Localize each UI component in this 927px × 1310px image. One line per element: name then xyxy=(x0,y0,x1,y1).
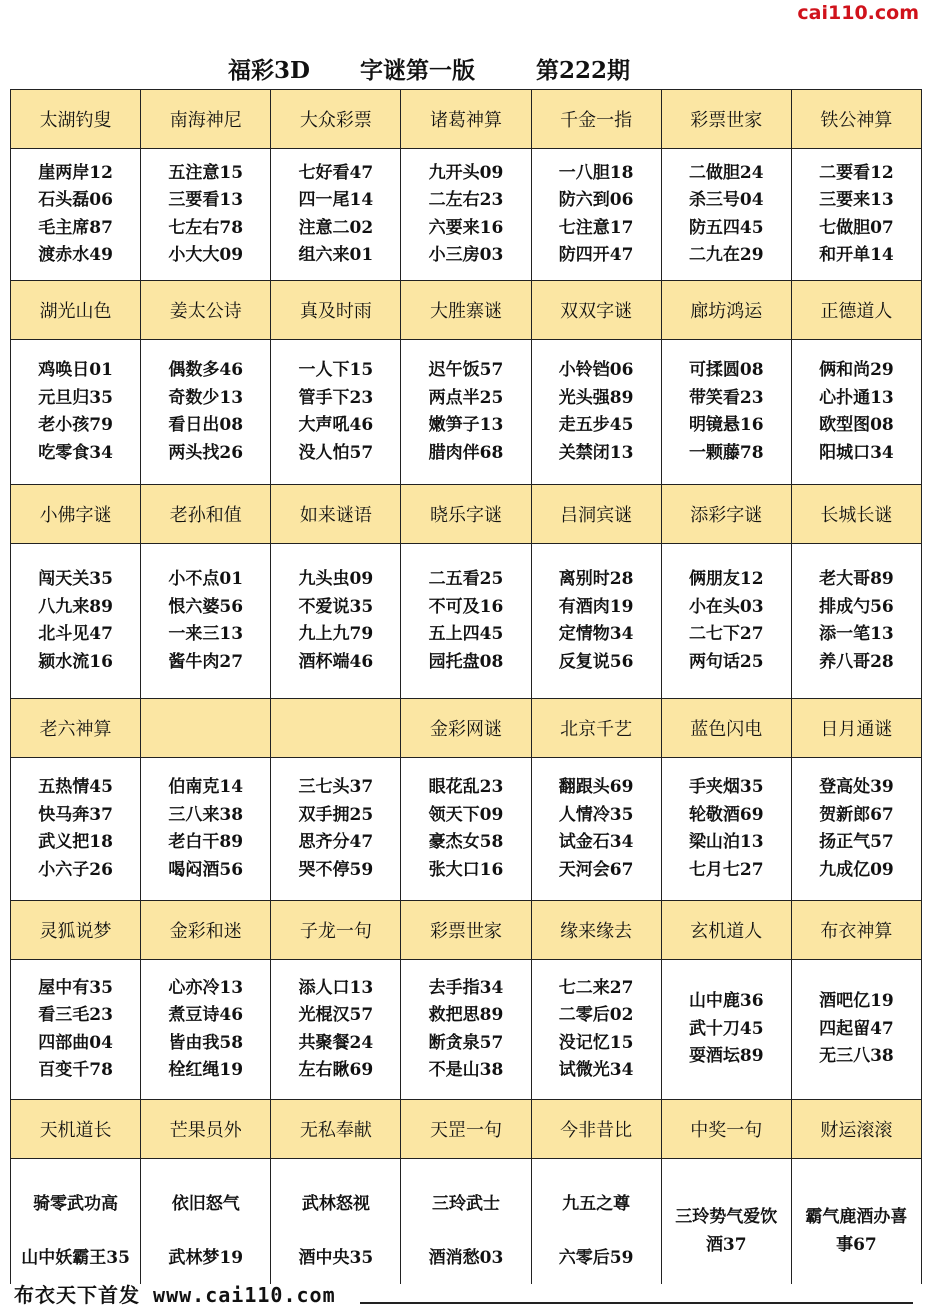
riddle-line: 一来三13 xyxy=(168,624,244,644)
riddle-line: 领天下09 xyxy=(428,804,504,825)
riddle-row xyxy=(11,340,922,485)
riddle-line: 一八胆18 xyxy=(558,162,634,183)
riddle-line: 三要看13 xyxy=(168,190,244,210)
riddle-line: 张大口16 xyxy=(428,859,504,880)
author-header: 姜太公诗 xyxy=(141,281,271,340)
header-row xyxy=(11,699,922,758)
riddle-cell xyxy=(661,149,791,281)
riddle-line: 山中妖霸王35 xyxy=(21,1247,130,1268)
riddle-line: 屋中有35 xyxy=(38,977,113,998)
riddle-line: 光棍汉57 xyxy=(298,1005,374,1025)
riddle-cell xyxy=(141,149,271,281)
riddle-line: 养八哥28 xyxy=(819,651,894,672)
author-header: 缘来缘去 xyxy=(531,901,661,960)
riddle-line: 伯南克14 xyxy=(168,777,244,797)
author-header: 老六神算 xyxy=(11,699,141,758)
riddle-line: 武十刀45 xyxy=(688,1018,764,1039)
riddle-line: 左右瞅69 xyxy=(298,1060,374,1080)
riddle-line: 关禁闭13 xyxy=(558,442,634,463)
riddle-line: 霸气鹿酒办喜 xyxy=(805,1206,908,1227)
author-header xyxy=(271,699,401,758)
riddle-line: 武林梦19 xyxy=(168,1247,244,1268)
header-row xyxy=(11,281,922,340)
riddle-cell xyxy=(791,1159,921,1303)
author-header: 如来谜语 xyxy=(271,485,401,544)
riddle-cell xyxy=(791,758,921,901)
author-header: 今非昔比 xyxy=(531,1100,661,1159)
riddle-line: 依旧怒气 xyxy=(171,1193,240,1214)
header-row xyxy=(11,485,922,544)
riddle-cell xyxy=(661,340,791,485)
riddle-line: 九成亿09 xyxy=(819,859,894,880)
riddle-cell xyxy=(791,340,921,485)
author-header: 大胜寨谜 xyxy=(401,281,531,340)
riddle-line: 九头虫09 xyxy=(298,569,374,589)
riddle-line: 有酒肉19 xyxy=(558,596,634,617)
riddle-cell xyxy=(11,340,141,485)
riddle-line: 园托盘08 xyxy=(428,651,504,672)
riddle-cell xyxy=(401,340,531,485)
line-gap xyxy=(141,1218,270,1244)
author-header: 南海神尼 xyxy=(141,90,271,149)
author-header: 真及时雨 xyxy=(271,281,401,340)
riddle-line: 四部曲04 xyxy=(38,1032,113,1053)
riddle-cell xyxy=(11,544,141,699)
author-header: 添彩字谜 xyxy=(661,485,791,544)
header-row xyxy=(11,1100,922,1159)
riddle-cell xyxy=(661,758,791,901)
riddle-line: 崖两岸12 xyxy=(38,162,113,183)
riddle-line: 嫩笋子13 xyxy=(428,415,504,435)
riddle-cell xyxy=(401,960,531,1100)
author-header: 灵狐说梦 xyxy=(11,901,141,960)
riddle-line: 不爱说35 xyxy=(298,596,374,617)
riddle-line: 二九在29 xyxy=(688,245,764,265)
riddle-row xyxy=(11,960,922,1100)
riddle-line: 定情物34 xyxy=(558,624,634,644)
riddle-line: 不可及16 xyxy=(428,596,504,617)
riddle-line: 恨六婆56 xyxy=(168,596,244,617)
riddle-line: 七二来27 xyxy=(558,977,634,998)
riddle-line: 老白干89 xyxy=(168,832,244,852)
riddle-line: 鸡唤日01 xyxy=(38,360,113,380)
riddle-line: 无三八38 xyxy=(819,1046,894,1067)
page-title xyxy=(0,52,927,86)
riddle-line: 三七头37 xyxy=(298,777,374,797)
riddle-line: 排成勺56 xyxy=(819,596,894,617)
riddle-line: 五注意15 xyxy=(168,162,244,183)
header-row xyxy=(11,90,922,149)
riddle-line: 五上四45 xyxy=(428,624,504,644)
author-header: 金彩网谜 xyxy=(401,699,531,758)
author-header: 日月通谜 xyxy=(791,699,921,758)
riddle-line: 小三房03 xyxy=(428,245,504,265)
riddle-line: 哭不停59 xyxy=(298,859,374,880)
riddle-line: 思齐分47 xyxy=(298,832,374,852)
header-row xyxy=(11,901,922,960)
riddle-line: 小六子26 xyxy=(38,859,113,880)
riddle-table xyxy=(10,89,922,1303)
riddle-line: 明镜悬16 xyxy=(688,415,764,435)
riddle-line: 武林怒视 xyxy=(301,1193,370,1214)
riddle-line: 三玲武士 xyxy=(431,1193,500,1214)
riddle-line: 二要看12 xyxy=(819,162,894,183)
riddle-line: 一人下15 xyxy=(298,360,374,380)
riddle-line: 心扑通13 xyxy=(819,387,894,408)
riddle-line: 看日出08 xyxy=(168,415,244,435)
riddle-line: 轮敬酒69 xyxy=(688,804,764,825)
author-header: 千金一指 xyxy=(531,90,661,149)
author-header: 彩票世家 xyxy=(401,901,531,960)
riddle-line: 眼花乱23 xyxy=(428,777,504,797)
riddle-cell xyxy=(401,1159,531,1303)
author-header xyxy=(141,699,271,758)
riddle-line: 防六到06 xyxy=(558,190,634,210)
riddle-cell xyxy=(531,149,661,281)
riddle-cell xyxy=(791,960,921,1100)
author-header: 彩票世家 xyxy=(661,90,791,149)
riddle-line: 登高处39 xyxy=(819,777,894,797)
riddle-line: 离别时28 xyxy=(558,569,634,589)
riddle-row xyxy=(11,149,922,281)
author-header: 财运滚滚 xyxy=(791,1100,921,1159)
riddle-line: 老大哥89 xyxy=(819,569,894,589)
riddle-line: 防四开47 xyxy=(558,245,634,265)
riddle-line: 五热情45 xyxy=(38,777,113,797)
riddle-line: 阳城口34 xyxy=(819,442,894,463)
riddle-line: 快马奔37 xyxy=(38,804,113,825)
author-header: 老孙和值 xyxy=(141,485,271,544)
riddle-line: 七注意17 xyxy=(558,217,634,238)
riddle-line: 二零后02 xyxy=(558,1005,634,1025)
author-header: 天机道长 xyxy=(11,1100,141,1159)
riddle-line: 元旦归35 xyxy=(38,387,113,408)
riddle-line: 豪杰女58 xyxy=(428,832,504,852)
riddle-line: 皆由我58 xyxy=(168,1032,244,1053)
riddle-line: 耍酒坛89 xyxy=(688,1046,764,1067)
riddle-line: 去手指34 xyxy=(428,977,504,998)
riddle-cell xyxy=(141,544,271,699)
riddle-cell xyxy=(661,1159,791,1303)
riddle-line: 看三毛23 xyxy=(38,1005,113,1025)
riddle-line: 组六来01 xyxy=(298,245,374,265)
riddle-line: 二做胆24 xyxy=(688,162,764,183)
riddle-cell xyxy=(141,340,271,485)
site-watermark: cai110.com xyxy=(797,2,919,24)
riddle-cell xyxy=(531,758,661,901)
author-header: 大众彩票 xyxy=(271,90,401,149)
author-header: 小佛字谜 xyxy=(11,485,141,544)
author-header: 芒果员外 xyxy=(141,1100,271,1159)
riddle-line: 七月七27 xyxy=(688,859,764,880)
riddle-line: 二左右23 xyxy=(428,190,504,210)
riddle-line: 和开单14 xyxy=(819,245,894,265)
riddle-cell xyxy=(11,149,141,281)
riddle-line: 吃零食34 xyxy=(38,442,113,463)
footer-rule xyxy=(360,1302,913,1304)
author-header: 金彩和迷 xyxy=(141,901,271,960)
riddle-line: 没记忆15 xyxy=(558,1032,634,1053)
author-header: 诸葛神算 xyxy=(401,90,531,149)
riddle-line: 迟午饭57 xyxy=(428,360,504,380)
riddle-line: 奇数少13 xyxy=(168,387,244,408)
riddle-line: 救把思89 xyxy=(428,1005,504,1025)
riddle-line: 酒杯端46 xyxy=(298,651,374,672)
riddle-line: 俩和尚29 xyxy=(819,360,894,380)
riddle-line: 酒消愁03 xyxy=(428,1247,504,1268)
riddle-line: 三玲势气爱饮 xyxy=(675,1206,778,1227)
riddle-cell xyxy=(11,960,141,1100)
footer xyxy=(0,1284,927,1310)
riddle-cell xyxy=(531,544,661,699)
riddle-cell xyxy=(661,960,791,1100)
riddle-line: 喝闷酒56 xyxy=(168,859,244,880)
riddle-line: 三要来13 xyxy=(819,190,894,210)
footer-text: 布衣天下首发 www.cai110.com xyxy=(14,1283,336,1307)
riddle-line: 可揉圆08 xyxy=(688,360,764,380)
riddle-line: 九上九79 xyxy=(298,624,374,644)
author-header: 玄机道人 xyxy=(661,901,791,960)
riddle-line: 不是山38 xyxy=(428,1060,504,1080)
riddle-cell xyxy=(11,758,141,901)
riddle-row xyxy=(11,544,922,699)
riddle-cell xyxy=(661,544,791,699)
riddle-line: 两点半25 xyxy=(428,387,504,408)
riddle-line: 六零后59 xyxy=(558,1247,634,1268)
title-edition: 字谜第一版 xyxy=(360,57,475,84)
riddle-line: 俩朋友12 xyxy=(688,569,764,589)
riddle-line: 偶数多46 xyxy=(168,360,244,380)
riddle-cell xyxy=(531,1159,661,1303)
riddle-line: 酒中央35 xyxy=(298,1247,374,1268)
riddle-line: 试金石34 xyxy=(558,832,634,852)
line-gap xyxy=(401,1218,530,1244)
author-header: 廊坊鸿运 xyxy=(661,281,791,340)
riddle-line: 手夹烟35 xyxy=(688,777,764,797)
riddle-line: 心亦冷13 xyxy=(168,977,244,998)
riddle-cell xyxy=(401,544,531,699)
author-header: 无私奉献 xyxy=(271,1100,401,1159)
author-header: 子龙一句 xyxy=(271,901,401,960)
riddle-line: 腊肉伴68 xyxy=(428,442,504,463)
riddle-line: 两句话25 xyxy=(688,651,764,672)
riddle-line: 四一尾14 xyxy=(298,190,374,210)
author-header: 天罡一句 xyxy=(401,1100,531,1159)
riddle-line: 欧型图08 xyxy=(819,415,894,435)
author-header: 铁公神算 xyxy=(791,90,921,149)
riddle-line: 七左右78 xyxy=(168,217,244,238)
riddle-line: 小在头03 xyxy=(688,596,764,617)
riddle-line: 走五步45 xyxy=(558,415,634,435)
riddle-line: 一颗藤78 xyxy=(688,442,764,463)
riddle-line: 小不点01 xyxy=(168,569,244,589)
riddle-line: 断贪泉57 xyxy=(428,1032,504,1053)
riddle-line: 大声吼46 xyxy=(298,415,374,435)
riddle-line: 二七下27 xyxy=(688,624,764,644)
line-gap xyxy=(271,1218,400,1244)
riddle-line: 扬正气57 xyxy=(819,832,894,852)
author-header: 布衣神算 xyxy=(791,901,921,960)
riddle-line: 七做胆07 xyxy=(819,217,894,238)
riddle-cell xyxy=(401,149,531,281)
riddle-line: 渡赤水49 xyxy=(38,245,113,265)
author-header: 正德道人 xyxy=(791,281,921,340)
riddle-line: 百变千78 xyxy=(38,1060,113,1080)
riddle-line: 颍水流16 xyxy=(38,651,113,672)
riddle-line: 带笑看23 xyxy=(688,387,764,408)
riddle-cell xyxy=(531,340,661,485)
author-header: 蓝色闪电 xyxy=(661,699,791,758)
riddle-line: 管手下23 xyxy=(298,387,374,408)
riddle-line: 煮豆诗46 xyxy=(168,1005,244,1025)
riddle-line: 添一笔13 xyxy=(819,624,894,644)
riddle-line: 小铃铛06 xyxy=(558,360,634,380)
riddle-line: 事67 xyxy=(836,1234,877,1255)
line-gap xyxy=(11,1218,140,1244)
riddle-cell xyxy=(271,340,401,485)
riddle-cell xyxy=(141,758,271,901)
riddle-line: 翻跟头69 xyxy=(558,777,634,797)
riddle-line: 酒吧亿19 xyxy=(819,991,894,1012)
riddle-line: 闯天关35 xyxy=(38,569,113,589)
riddle-line: 梁山泊13 xyxy=(688,832,764,852)
riddle-line: 天河会67 xyxy=(558,859,634,880)
line-gap xyxy=(532,1218,661,1244)
riddle-line: 石头磊06 xyxy=(38,190,113,210)
author-header: 太湖钓叟 xyxy=(11,90,141,149)
riddle-cell xyxy=(791,149,921,281)
riddle-line: 六要来16 xyxy=(428,217,504,238)
riddle-line: 人情冷35 xyxy=(558,804,634,825)
riddle-line: 四起留47 xyxy=(819,1018,894,1039)
riddle-line: 贺新郎67 xyxy=(819,804,894,825)
riddle-line: 小大大09 xyxy=(168,245,244,265)
riddle-cell xyxy=(141,960,271,1100)
riddle-line: 两头找26 xyxy=(168,442,244,463)
riddle-line: 二五看25 xyxy=(428,569,504,589)
riddle-line: 添人口13 xyxy=(298,977,374,998)
riddle-line: 山中鹿36 xyxy=(688,991,764,1012)
riddle-line: 北斗见47 xyxy=(38,624,113,644)
riddle-line: 九开头09 xyxy=(428,162,504,183)
riddle-cell xyxy=(271,758,401,901)
title-lottery: 福彩3D xyxy=(228,57,310,84)
author-header: 湖光山色 xyxy=(11,281,141,340)
riddle-line: 杀三号04 xyxy=(688,190,764,210)
riddle-line: 老小孩79 xyxy=(38,415,113,435)
riddle-line: 注意二02 xyxy=(298,217,374,238)
riddle-cell xyxy=(531,960,661,1100)
author-header: 吕洞宾谜 xyxy=(531,485,661,544)
riddle-line: 七好看47 xyxy=(298,162,374,183)
riddle-line: 试微光34 xyxy=(558,1060,634,1080)
riddle-line: 防五四45 xyxy=(688,217,764,238)
riddle-line: 九五之尊 xyxy=(562,1193,631,1214)
riddle-line: 骑零武功高 xyxy=(33,1193,119,1214)
riddle-cell xyxy=(271,960,401,1100)
riddle-line: 栓红绳19 xyxy=(168,1060,244,1080)
riddle-line: 双手拥25 xyxy=(298,804,374,825)
riddle-line: 八九来89 xyxy=(38,596,113,617)
riddle-line: 酱牛肉27 xyxy=(168,651,244,672)
riddle-line: 三八来38 xyxy=(168,804,244,825)
author-header: 北京千艺 xyxy=(531,699,661,758)
riddle-line: 反复说56 xyxy=(558,651,634,672)
riddle-line: 共聚餐24 xyxy=(298,1032,374,1053)
title-issue: 第222期 xyxy=(536,57,631,84)
author-header: 中奖一句 xyxy=(661,1100,791,1159)
riddle-cell xyxy=(271,149,401,281)
riddle-row xyxy=(11,758,922,901)
author-header: 长城长谜 xyxy=(791,485,921,544)
riddle-line: 武义把18 xyxy=(38,832,113,852)
riddle-line: 没人怕57 xyxy=(298,442,374,463)
riddle-cell xyxy=(271,544,401,699)
riddle-line: 毛主席87 xyxy=(38,217,113,238)
author-header: 晓乐字谜 xyxy=(401,485,531,544)
riddle-cell xyxy=(791,544,921,699)
riddle-line: 光头强89 xyxy=(558,387,634,408)
riddle-line: 酒37 xyxy=(705,1234,747,1255)
author-header: 双双字谜 xyxy=(531,281,661,340)
riddle-cell xyxy=(401,758,531,901)
